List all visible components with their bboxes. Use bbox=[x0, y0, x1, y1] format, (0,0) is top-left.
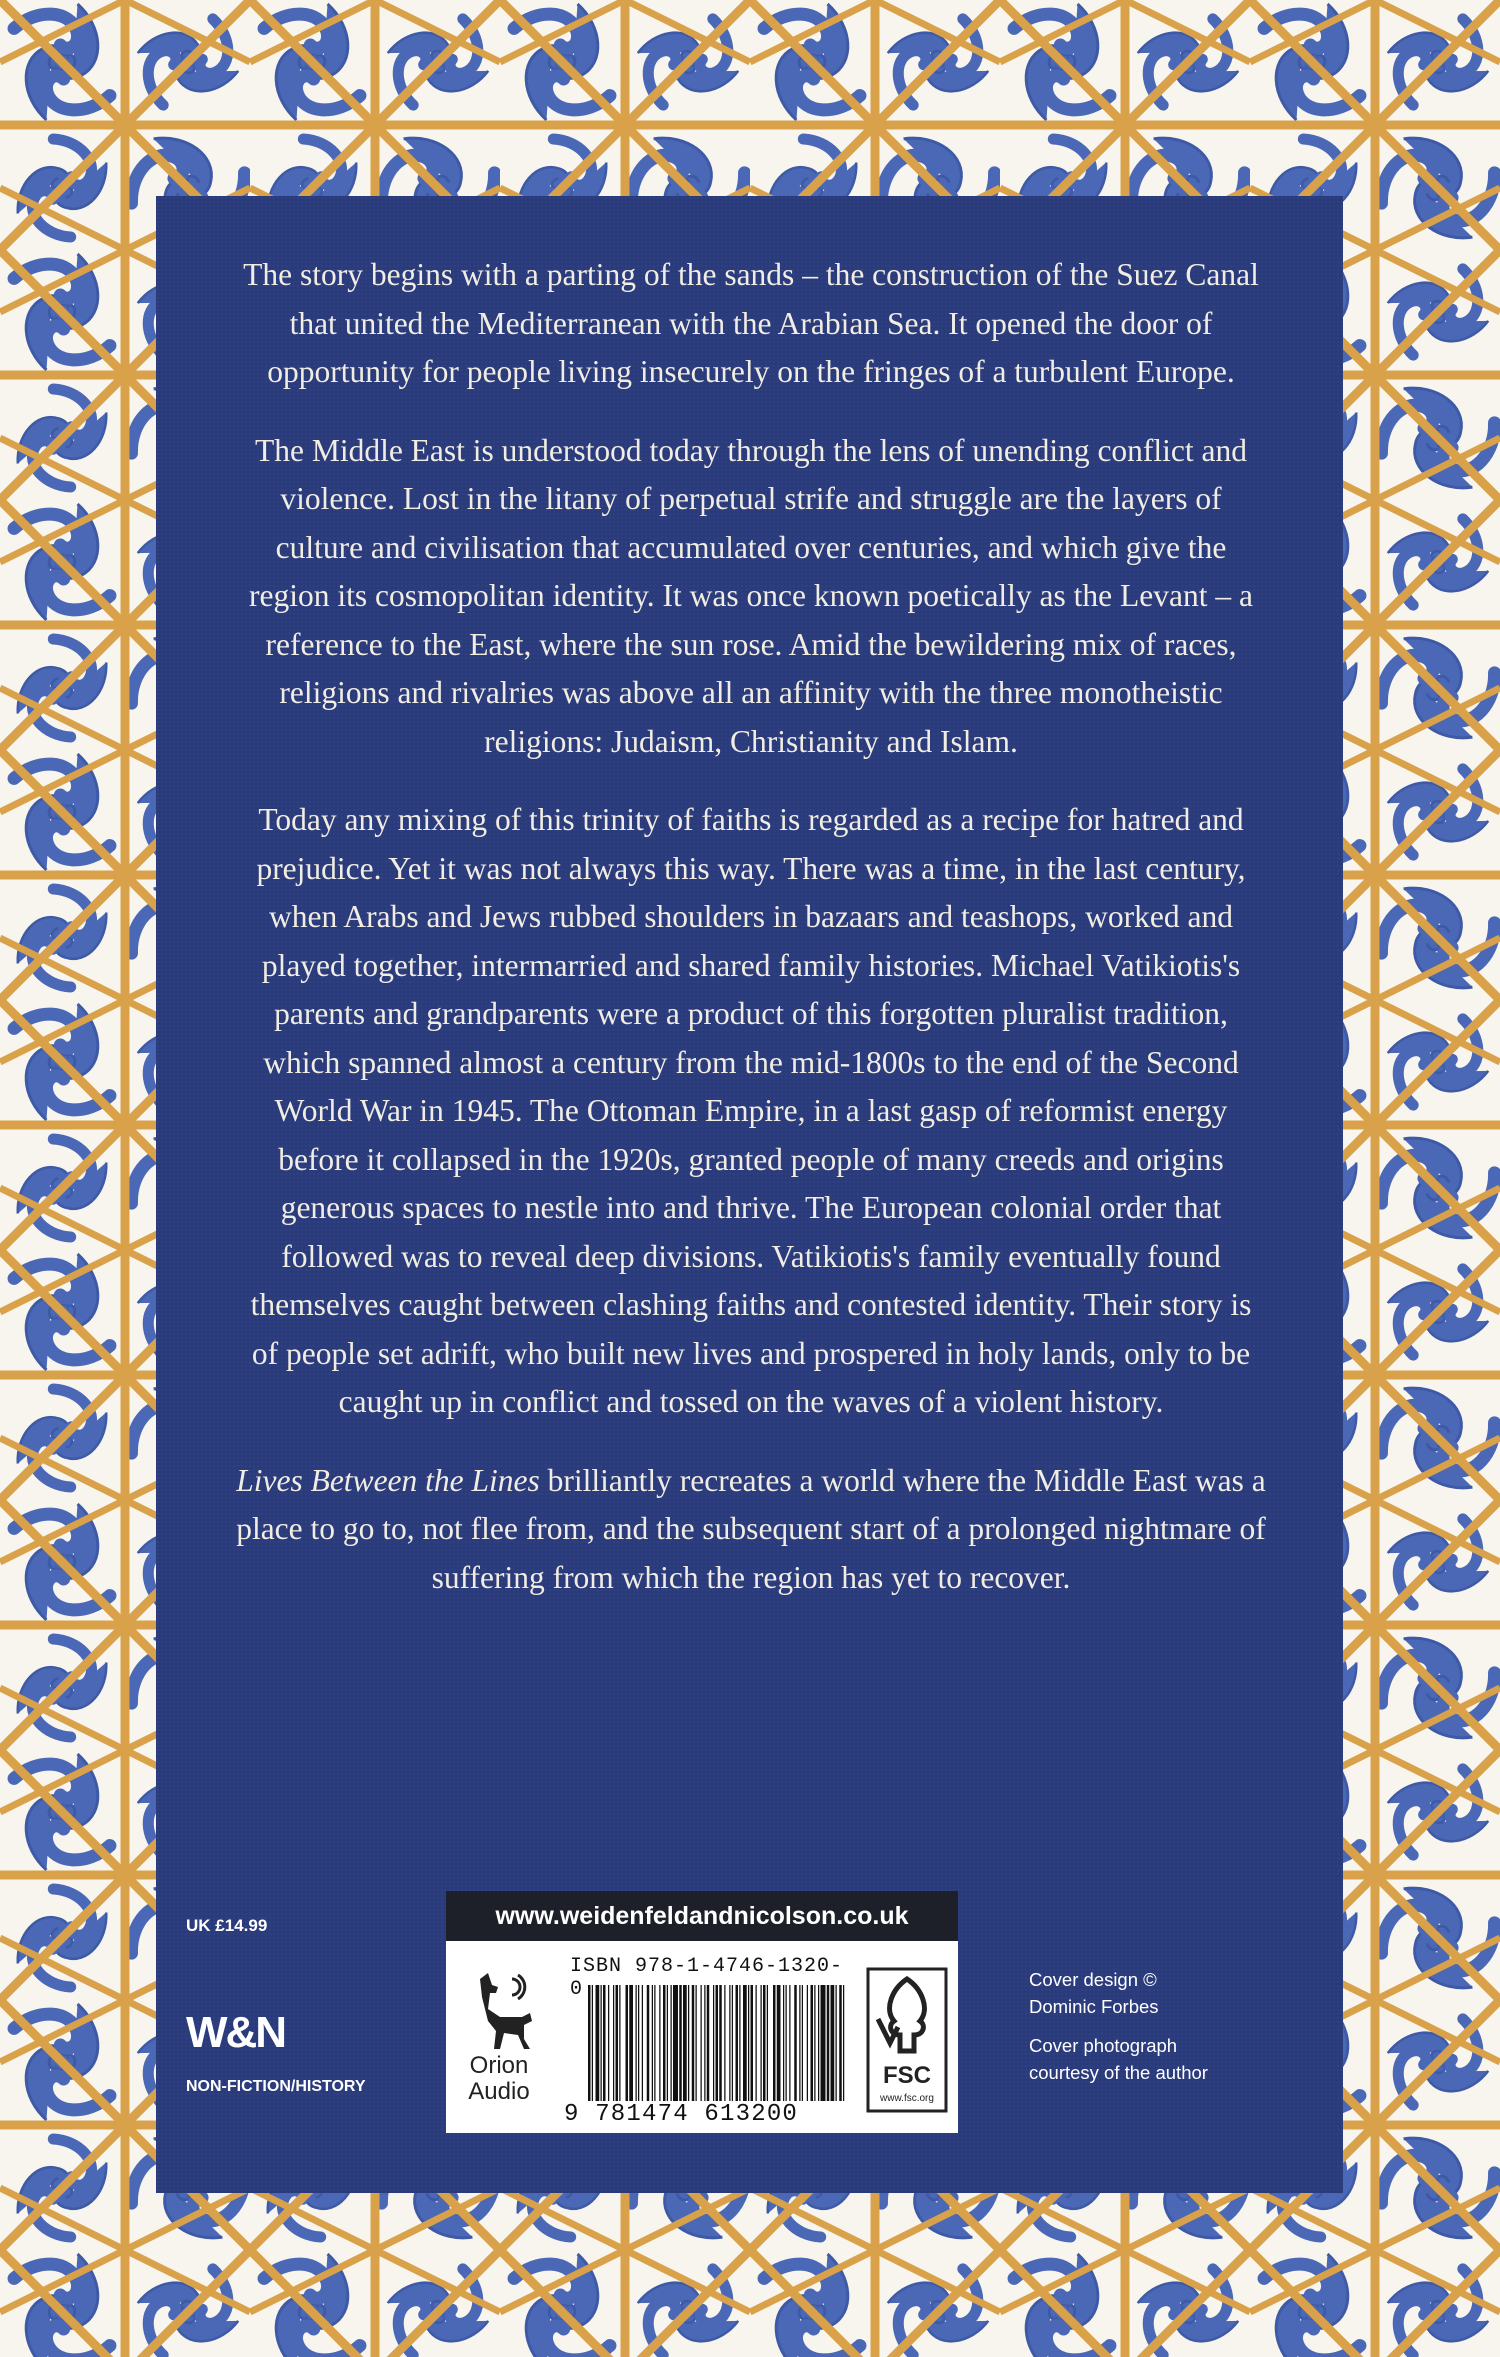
blurb-paragraph-3: Today any mixing of this trinity of faiths is regarded as a recipe for hatred and prejudice. Yet it was not always this way. There was a time, in the last century, when Arabs and Jews rubbed shoulders in bazaars and teashops, worked and played together, intermarried and shared family histories. Michael Vatikiotis's parents and grandparents were a product of this forgotten pluralist tradition, which spanned almost a century from the mid-1800s to the end of the Second World War in 1945. The Ottoman Empire, in a last gasp of reformist energy before it collapsed in the 1920s, granted people of many creeds and origins generous spaces to nestle into and thrive. The European colonial order that followed was to reveal deep divisions. Vatikiotis's family eventually found themselves caught between clashing faiths and contested identity. Their story is of people set adrift, who built new lives and prospered in holy lands, only to be caught up in conflict and tossed on the waves of a violent history. bbox=[250, 802, 1252, 1419]
barcode-bar bbox=[773, 1985, 776, 2101]
barcode-bar bbox=[751, 1985, 754, 2101]
barcode-bar bbox=[603, 1985, 606, 2101]
barcode-bar bbox=[608, 1985, 609, 2101]
barcode-bar bbox=[647, 1985, 650, 2101]
barcode-bar bbox=[704, 1985, 705, 2101]
barcode-bar bbox=[736, 1985, 739, 2101]
barcode-bar bbox=[652, 1985, 653, 2101]
audio-label: Audio bbox=[468, 2078, 530, 2105]
barcode-bar bbox=[671, 1985, 672, 2101]
fsc-url: www.fsc.org bbox=[880, 2093, 934, 2104]
barcode-bar bbox=[616, 1985, 619, 2101]
barcode bbox=[588, 1985, 848, 2101]
barcode-bar bbox=[619, 1985, 620, 2101]
barcode-bar bbox=[636, 1985, 637, 2101]
barcode-bar bbox=[786, 1985, 787, 2101]
barcode-bar bbox=[688, 1985, 689, 2101]
cover-design-credit: Cover design © bbox=[1029, 1969, 1157, 1990]
fsc-text: FSC bbox=[883, 2062, 931, 2089]
barcode-bar bbox=[827, 1985, 830, 2101]
blurb-paragraph-2: The Middle East is understood today through the lens of unending conflict and violence. Lost in the litany of perpetual strife and struggle are the layers of culture and civilisation that accumulated over centuries, and which give the region its cosmopolitan identity. It was once known poetically as the Levant – a reference to the East, where the sun rose. Amid the bewildering mix of races, religions and rivalries was above all an affinity with the three monotheistic religions: Judaism, Christianity and Islam. bbox=[249, 432, 1253, 759]
isbn-label: ISBN 978-1-4746-1320-0 bbox=[570, 1955, 844, 2001]
barcode-bar bbox=[719, 1985, 722, 2101]
barcode-bar bbox=[701, 1985, 702, 2101]
barcode-bar bbox=[667, 1985, 668, 2101]
barcode-bar bbox=[799, 1985, 800, 2101]
barcode-bar bbox=[818, 1985, 819, 2101]
barcode-bar bbox=[707, 1985, 710, 2101]
barcode-bar bbox=[794, 1985, 797, 2101]
price: UK £14.99 bbox=[186, 1916, 268, 1935]
orion-label: Orion bbox=[469, 2052, 529, 2079]
barcode-bar bbox=[724, 1985, 725, 2101]
book-title: Lives Between the Lines bbox=[236, 1462, 540, 1498]
barcode-bar bbox=[789, 1985, 790, 2101]
barcode-bar bbox=[761, 1985, 762, 2101]
barcode-bar bbox=[836, 1985, 837, 2101]
fsc-logo bbox=[864, 1965, 950, 2115]
barcode-bar bbox=[588, 1985, 591, 2101]
barcode-bar bbox=[743, 1985, 747, 2101]
barcode-bar bbox=[748, 1985, 749, 2101]
barcode-bar bbox=[659, 1985, 660, 2101]
barcode-box bbox=[446, 1941, 958, 2133]
barcode-bar bbox=[592, 1985, 593, 2101]
barcode-bar bbox=[843, 1985, 844, 2101]
barcode-bar bbox=[831, 1985, 835, 2101]
barcode-bar bbox=[739, 1985, 740, 2101]
blurb-paragraph-1: The story begins with a parting of the sands – the construction of the Suez Canal that united the Mediterranean with the Arabian Sea. It opened the door of opportunity for people living insecurely on the fringes of a turbulent Europe. bbox=[243, 257, 1259, 389]
barcode-digits: 9 781474 613200 bbox=[564, 2101, 799, 2128]
barcode-bar bbox=[683, 1985, 687, 2101]
barcode-bar bbox=[663, 1985, 666, 2101]
barcode-bar bbox=[732, 1985, 733, 2101]
barcode-bar bbox=[763, 1985, 766, 2101]
barcode-bar bbox=[802, 1985, 803, 2101]
barcode-bar bbox=[596, 1985, 600, 2101]
barcode-bar bbox=[692, 1985, 695, 2101]
blurb-paragraph-4-text: brilliantly recreates a world where the Middle East was a place to go to, not flee from, and the subsequent start of a prolonged nightmare of suffering from which the region has yet to recover. bbox=[236, 1462, 1266, 1595]
barcode-bar bbox=[679, 1985, 682, 2101]
barcode-bar bbox=[783, 1985, 784, 2101]
credits bbox=[1029, 1966, 1329, 2086]
barcode-bar bbox=[673, 1985, 678, 2101]
barcode-bar bbox=[696, 1985, 697, 2101]
cover-photo-credit: Cover photograph bbox=[1029, 2035, 1178, 2056]
blue-text-panel bbox=[156, 196, 1343, 2193]
cover-designer-name: Dominic Forbes bbox=[1029, 1996, 1159, 2017]
barcode-bar bbox=[716, 1985, 719, 2101]
barcode-bar bbox=[626, 1985, 629, 2101]
barcode-bar bbox=[777, 1985, 781, 2101]
barcode-bar bbox=[638, 1985, 639, 2101]
barcode-bar bbox=[613, 1985, 614, 2101]
publisher-url: www.weidenfeldandnicolson.co.uk bbox=[446, 1891, 958, 1941]
category: NON-FICTION/HISTORY bbox=[186, 2078, 366, 2095]
blurb-paragraph-4 bbox=[236, 1457, 1266, 1603]
publisher-logo: W&N bbox=[186, 2008, 286, 2057]
barcode-bar bbox=[767, 1985, 768, 2101]
blurb bbox=[236, 251, 1266, 1632]
barcode-bar bbox=[654, 1985, 655, 2101]
barcode-bar bbox=[713, 1985, 714, 2101]
barcode-bar bbox=[811, 1985, 814, 2101]
barcode-bar bbox=[807, 1985, 808, 2101]
barcode-bar bbox=[729, 1985, 730, 2101]
cover-photo-source: courtesy of the author bbox=[1029, 2062, 1208, 2083]
barcode-bar bbox=[629, 1985, 633, 2101]
barcode-bar bbox=[601, 1985, 602, 2101]
barcode-bar bbox=[821, 1985, 826, 2101]
barcode-bar bbox=[839, 1985, 842, 2101]
barcode-bar bbox=[642, 1985, 643, 2101]
barcode-bar bbox=[756, 1985, 757, 2101]
barcode-bar bbox=[814, 1985, 815, 2101]
